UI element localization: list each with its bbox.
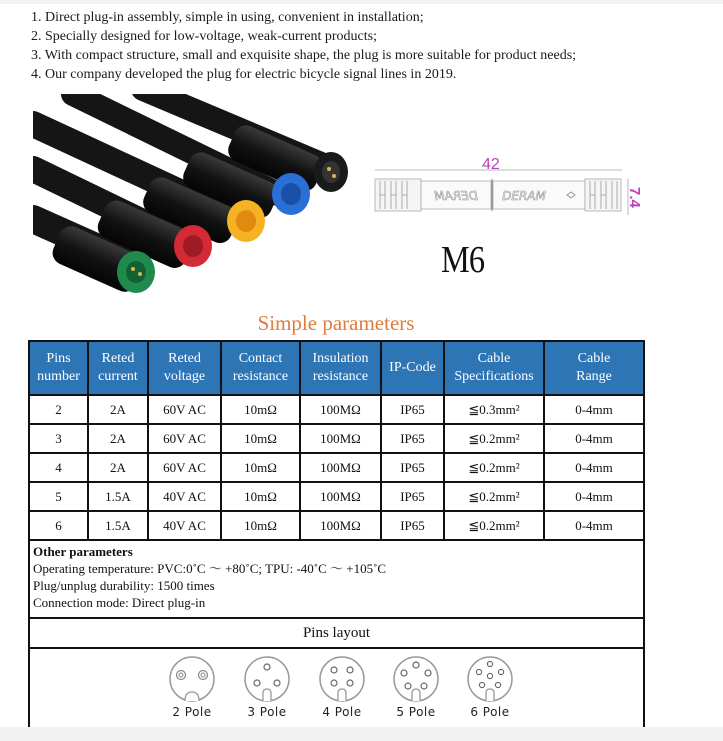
header-rated-voltage: Reted voltage [149,342,222,394]
table-row: 3 2A 60V AC 10mΩ 100MΩ IP65 ≦0.2mm² 0-4mm [30,425,643,454]
product-photo [33,94,355,302]
6-pole-icon [465,655,515,703]
table-row: 5 1.5A 40V AC 10mΩ 100MΩ IP65 ≦0.2mm² 0-4mm [30,483,643,512]
3-pole-icon [242,655,292,703]
2-pole-icon [167,655,217,703]
other-parameters [30,541,643,619]
feature-list [31,8,576,84]
header-rated-current: Reted current [89,342,149,394]
feature-item: 4. Our company developed the plug for electric bicycle signal lines in 2019. [31,67,457,82]
length-dimension: 42 [482,156,500,173]
table-row: 2 2A 60V AC 10mΩ 100MΩ IP65 ≦0.3mm² 0-4mm [30,396,643,425]
header-cable-specifications: Cable Specifications [445,342,545,394]
header-pins-number: Pins number [30,342,89,394]
pin-diagram-4-pole: 4 Pole [311,655,373,719]
header-cable-range: Cable Range [576,351,612,384]
header-insulation-resistance: Insulation resistance [301,342,382,394]
pins-layout-title: Pins layout [30,619,643,649]
header-contact-resistance: Contact resistance [222,342,301,394]
pins-layout [30,649,643,727]
pin-diagram-5-pole: 5 Pole [385,655,447,719]
feature-item: 2. Specially designed for low-voltage, weak-current products; [31,29,378,44]
diameter-dimension: 7.4 [626,187,642,208]
header-ip-code: IP-Code [382,342,445,394]
feature-item: 3. With compact structure, small and exquisite shape, the plug is more suitable for product needs; [31,48,577,63]
brand-label: DERAM [502,189,546,203]
connection-mode: Connection mode: Direct plug-in [33,595,206,610]
table-header [30,342,643,396]
bottom-border [0,727,723,741]
model-label: M6 [441,239,485,281]
pin-diagram-6-pole: 6 Pole [459,655,521,719]
parameters-table [28,340,645,729]
table-row: 4 2A 60V AC 10mΩ 100MΩ IP65 ≦0.2mm² 0-4mm [30,454,643,483]
technical-drawing [372,155,642,235]
table-row: 6 1.5A 40V AC 10mΩ 100MΩ IP65 ≦0.2mm² 0-4mm [30,512,643,541]
operating-temperature: Operating temperature: PVC:0˚C ～ +80˚C; TPU: -40˚C ～ +105˚C [33,561,387,576]
5-pole-icon [391,655,441,703]
section-title: Simple parameters [257,311,415,335]
pin-diagram-2-pole: 2 Pole [161,655,223,719]
4-pole-icon [317,655,367,703]
brand-mirrored: DERAM [434,189,478,203]
pin-diagram-3-pole: 3 Pole [236,655,298,719]
plug-durability: Plug/unplug durability: 1500 times [33,578,215,593]
feature-item: 1. Direct plug-in assembly, simple in using, convenient in installation; [31,10,424,25]
other-parameters-title: Other parameters [33,544,133,559]
top-border [0,0,723,4]
